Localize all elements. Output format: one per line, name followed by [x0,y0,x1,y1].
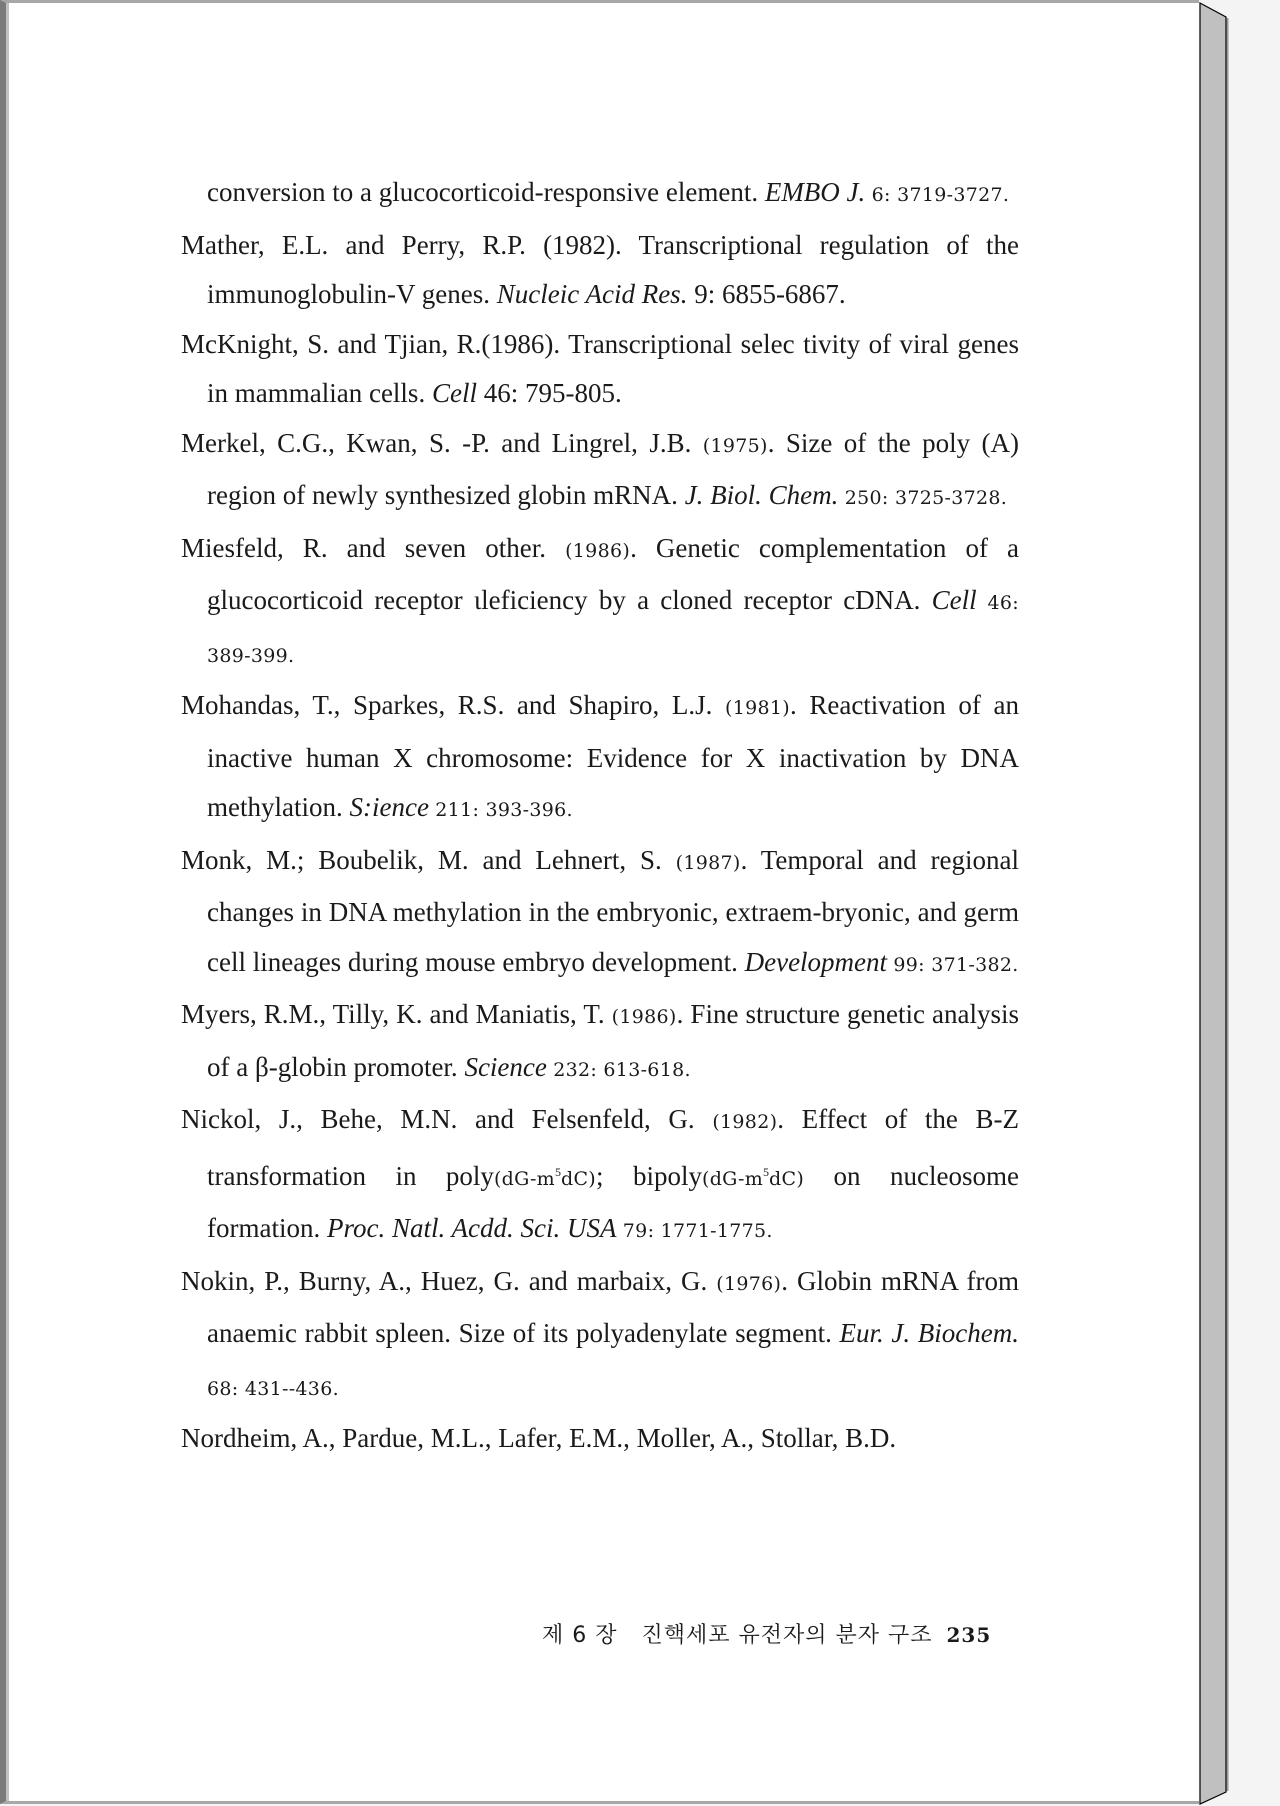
reference-year: (1982) [712,1111,778,1133]
reference-text: . Size of the poly (A) region of newly synthesized globin mRNA. [207,427,1019,510]
reference-text: . Globin mRNA from anaemic rabbit spleen. Size of its polyadenylate segment. [207,1265,1019,1348]
reference-text: Mather, E.L. and Perry, R.P. (1982). Transcriptional regulation of the immunoglobulin-V genes. [181,229,1019,309]
chemical-formula: (dG-m [702,1167,764,1190]
reference-text: . Fine structure genetic analysis of a β-globin promoter. [207,999,1019,1082]
journal-name: Cell [931,585,977,615]
volume-pages: 250: 3725-3728. [838,487,1008,509]
reference-item [181,990,1019,1095]
journal-name: J. Biol. Chem. [684,480,839,510]
page-number: 235 [946,1623,992,1647]
journal-name: Cell [431,378,477,408]
reference-authors: Nickol, J., Behe, M.N. and Felsenfeld, G. [181,1104,713,1134]
reference-authors: Nokin, P., Burny, A., Huez, G. and marbaix, G. [181,1265,717,1296]
reference-text: ; bipoly [596,1160,702,1191]
volume-pages: 232: 613-618. [546,1058,691,1081]
reference-year: (1976) [716,1272,782,1295]
reference-authors: Miesfeld, R. and seven other. [181,532,566,563]
reference-text: McKnight, S. and Tjian, R.(1986). Transcriptional selec tivity of viral genes in mammalian cells. [181,328,1019,408]
running-head: 제 6 장 진핵세포 유전자의 분자 구조 [542,1623,933,1648]
reference-item [181,320,1019,419]
reference-text: on nucleosome formation. [207,1160,1019,1243]
reference-year: (1975) [702,434,768,457]
reference-item [181,1414,1019,1464]
journal-name: S:ience [349,792,429,822]
reference-item [181,221,1019,320]
superscript: 5 [763,1164,770,1179]
reference-item [181,168,1019,221]
journal-name: Development [744,946,888,977]
reference-authors: Monk, M.; Boubelik, M. and Lehnert, S. [181,844,676,875]
reference-item [181,1257,1019,1415]
reference-item [181,524,1019,682]
volume-pages: 46: 389-399. [207,592,1019,667]
page-spine-edge [1199,0,1229,1806]
journal-name: Nucleic Acid Res. [496,279,688,309]
reference-item [181,681,1019,836]
volume-pages: 9: 6855-6867. [687,279,846,309]
reference-item [181,836,1019,991]
journal-name: Eur. J. Biochem. [839,1318,1019,1348]
spine-shape [1199,0,1229,1806]
journal-name: Proc. Natl. Acdd. Sci. USA [326,1213,617,1243]
reference-list [181,168,1019,1464]
reference-authors: Merkel, C.G., Kwan, S. -P. and Lingrel, J.B. [181,427,703,458]
reference-year: (1987) [675,851,741,874]
reference-text: . Temporal and regional changes in DNA methylation in the embryonic, extraem-bryonic, and germ cell lineages during mouse embryo development. [207,844,1019,977]
journal-name: EMBO J. [764,177,866,207]
volume-pages: 46: 795-805. [476,378,622,408]
reference-text: . Reactivation of an inactive human X chromosome: Evidence for X inactivation by DNA methylation. [207,690,1019,822]
chemical-formula: (dG-m [493,1167,555,1190]
volume-pages: 211: 393-396. [428,799,573,821]
reference-text: . Effect of the B-Z transformation in poly [207,1104,1019,1191]
volume-pages: 68: 431--436. [207,1377,339,1400]
volume-pages: 99: 371-382. [887,953,1019,976]
reference-year: (1986) [565,539,631,562]
chemical-formula: dC) [560,1167,596,1190]
reference-authors: Mohandas, T., Sparkes, R.S. and Shapiro, L.J. [181,690,725,720]
reference-item [181,1095,1019,1257]
reference-text: conversion to a glucocorticoid-responsive element. [207,177,765,207]
chemical-formula: dC) [769,1167,805,1190]
superscript: 5 [554,1164,561,1179]
reference-text: Nordheim, A., Pardue, M.L., Lafer, E.M., Moller, A., Stollar, B.D. [181,1423,897,1453]
reference-item [181,419,1019,524]
reference-authors: Myers, R.M., Tilly, K. and Maniatis, T. [181,999,612,1029]
reference-year: (1981) [725,697,790,719]
reference-year: (1986) [611,1006,677,1028]
reference-text: . Genetic complementation of a glucocorticoid receptor ɩleficiency by a cloned receptor cDNA. [207,532,1019,615]
page-footer [542,1618,991,1649]
volume-pages: 79: 1771-1775. [616,1220,773,1242]
journal-name: Science [464,1051,547,1082]
volume-pages: 6: 3719-3727. [865,184,1010,206]
